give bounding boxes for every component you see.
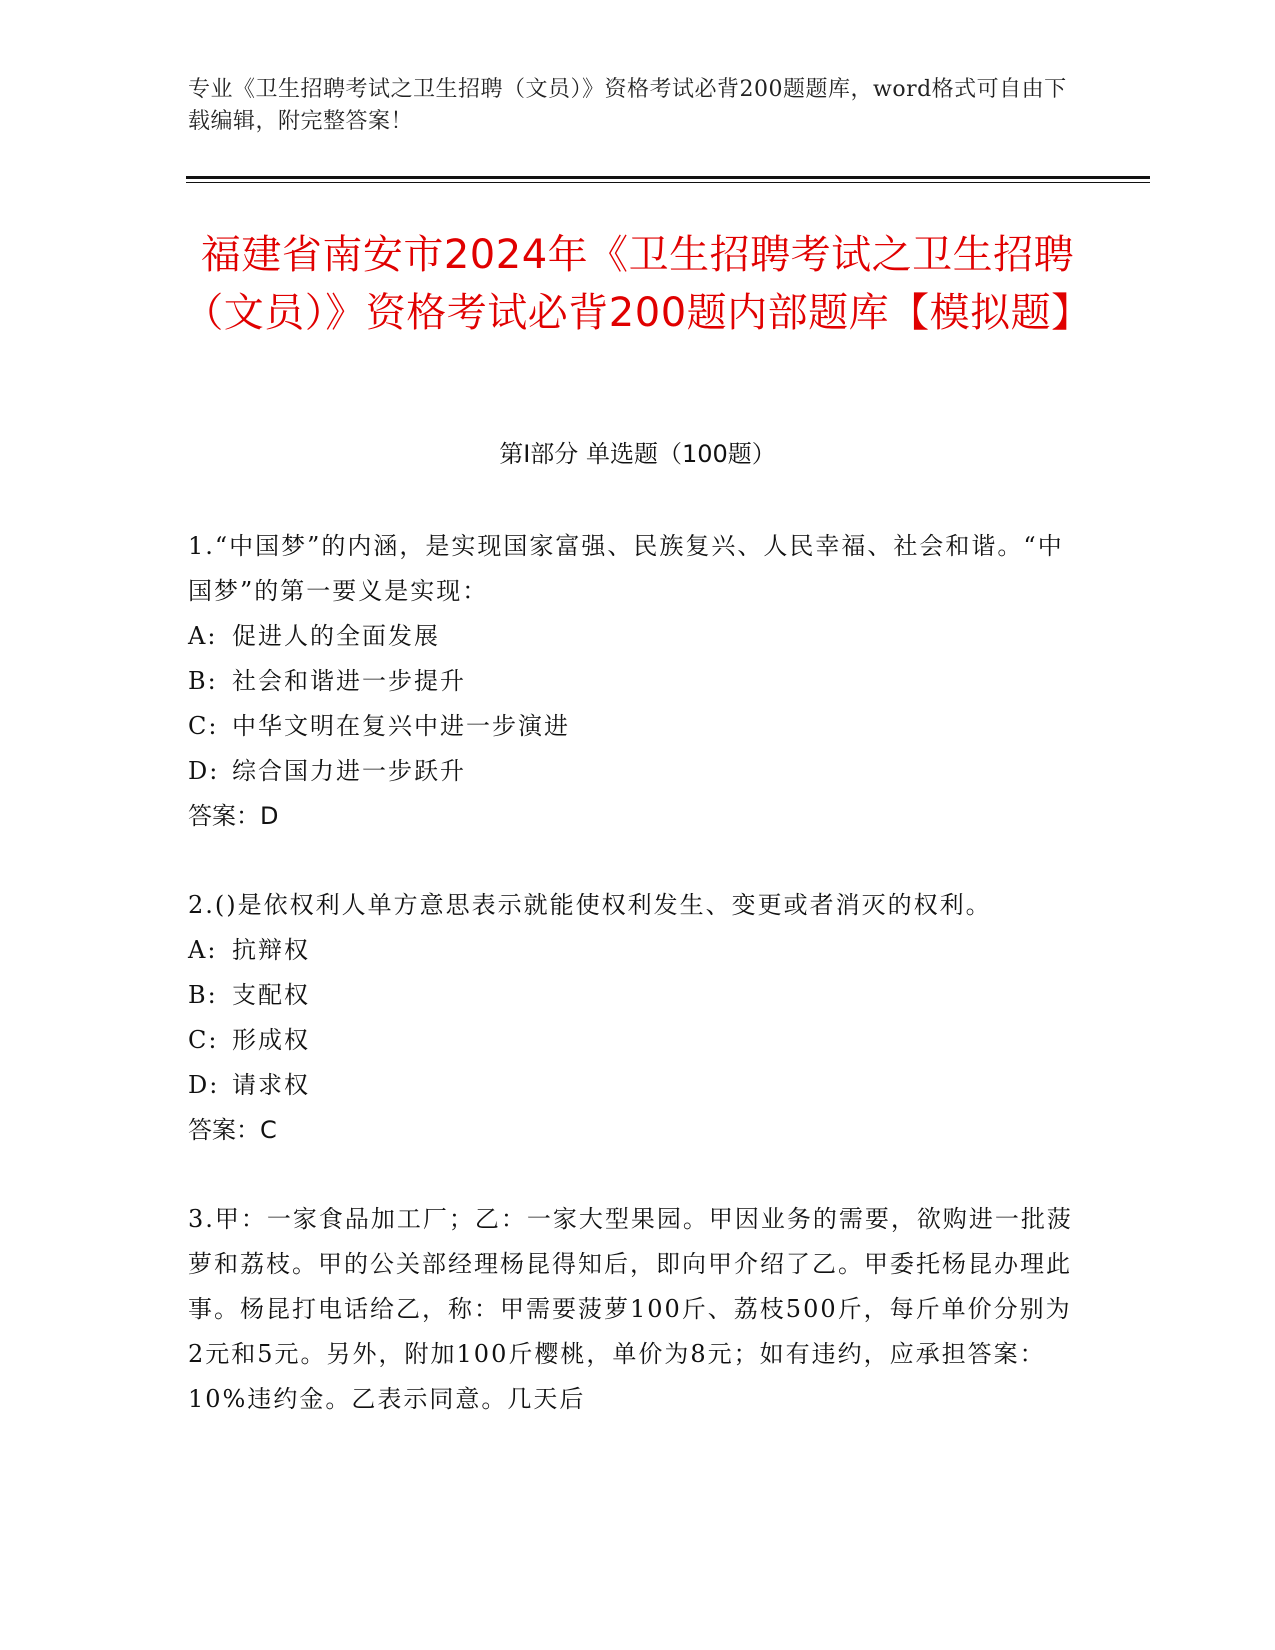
option-key: A: <box>188 936 218 964</box>
option-a <box>188 928 1078 973</box>
option-key: B: <box>188 667 218 695</box>
answer-line <box>188 1108 1078 1153</box>
option-key: C: <box>188 1026 219 1054</box>
option-c <box>188 1018 1078 1063</box>
option-key: D: <box>188 1071 220 1099</box>
option-b <box>188 973 1078 1018</box>
answer-label: 答案： <box>188 802 260 830</box>
option-d <box>188 749 1078 794</box>
document-title: 福建省南安市2024年《卫生招聘考试之卫生招聘（文员）》资格考试必背200题内部题库【模拟题】 <box>183 232 1092 336</box>
question-text: 1.“中国梦”的内涵，是实现国家富强、民族复兴、人民幸福、社会和谐。“中国梦”的第一要义是实现： <box>188 532 1064 605</box>
question-2 <box>188 883 1078 1153</box>
option-key: D: <box>188 757 220 785</box>
option-text: 支配权 <box>232 981 310 1009</box>
question-1 <box>188 524 1078 839</box>
answer-label: 答案： <box>188 1116 260 1144</box>
option-key: A: <box>188 622 218 650</box>
header-rule-thick <box>186 176 1150 179</box>
option-text: 促进人的全面发展 <box>232 622 440 650</box>
question-text: 2.()是依权利人单方意思表示就能使权利发生、变更或者消灭的权利。 <box>188 891 992 919</box>
header-note: 专业《卫生招聘考试之卫生招聘（文员）》资格考试必背200题题库，word格式可自由下载编辑，附完整答案！ <box>188 77 1067 134</box>
option-text: 形成权 <box>232 1026 310 1054</box>
option-c <box>188 704 1078 749</box>
answer-value: C <box>260 1116 277 1144</box>
option-d <box>188 1063 1078 1108</box>
question-3 <box>188 1197 1078 1422</box>
option-a <box>188 614 1078 659</box>
answer-line <box>188 794 1078 839</box>
section-heading: 第I部分 单选题（100题） <box>499 440 776 468</box>
option-text: 综合国力进一步跃升 <box>232 757 466 785</box>
question-list <box>188 524 1078 1466</box>
header-rule-thin <box>186 182 1150 183</box>
option-text: 请求权 <box>232 1071 310 1099</box>
question-text: 3.甲：一家食品加工厂；乙：一家大型果园。甲因业务的需要，欲购进一批菠萝和荔枝。甲的公关部经理杨昆得知后，即向甲介绍了乙。甲委托杨昆办理此事。杨昆打电话给乙，称：甲需要菠萝100斤、荔枝500斤，每斤单价分别为2元和5元。另外，附加100斤樱桃，单价为8元；如有违约，应承担答案：10%违约金。乙表示同意。几天后 <box>188 1205 1073 1413</box>
option-text: 中华文明在复兴中进一步演进 <box>232 712 570 740</box>
option-b <box>188 659 1078 704</box>
option-text: 抗辩权 <box>232 936 310 964</box>
option-key: B: <box>188 981 218 1009</box>
answer-value: D <box>260 802 279 830</box>
option-key: C: <box>188 712 219 740</box>
option-text: 社会和谐进一步提升 <box>232 667 466 695</box>
